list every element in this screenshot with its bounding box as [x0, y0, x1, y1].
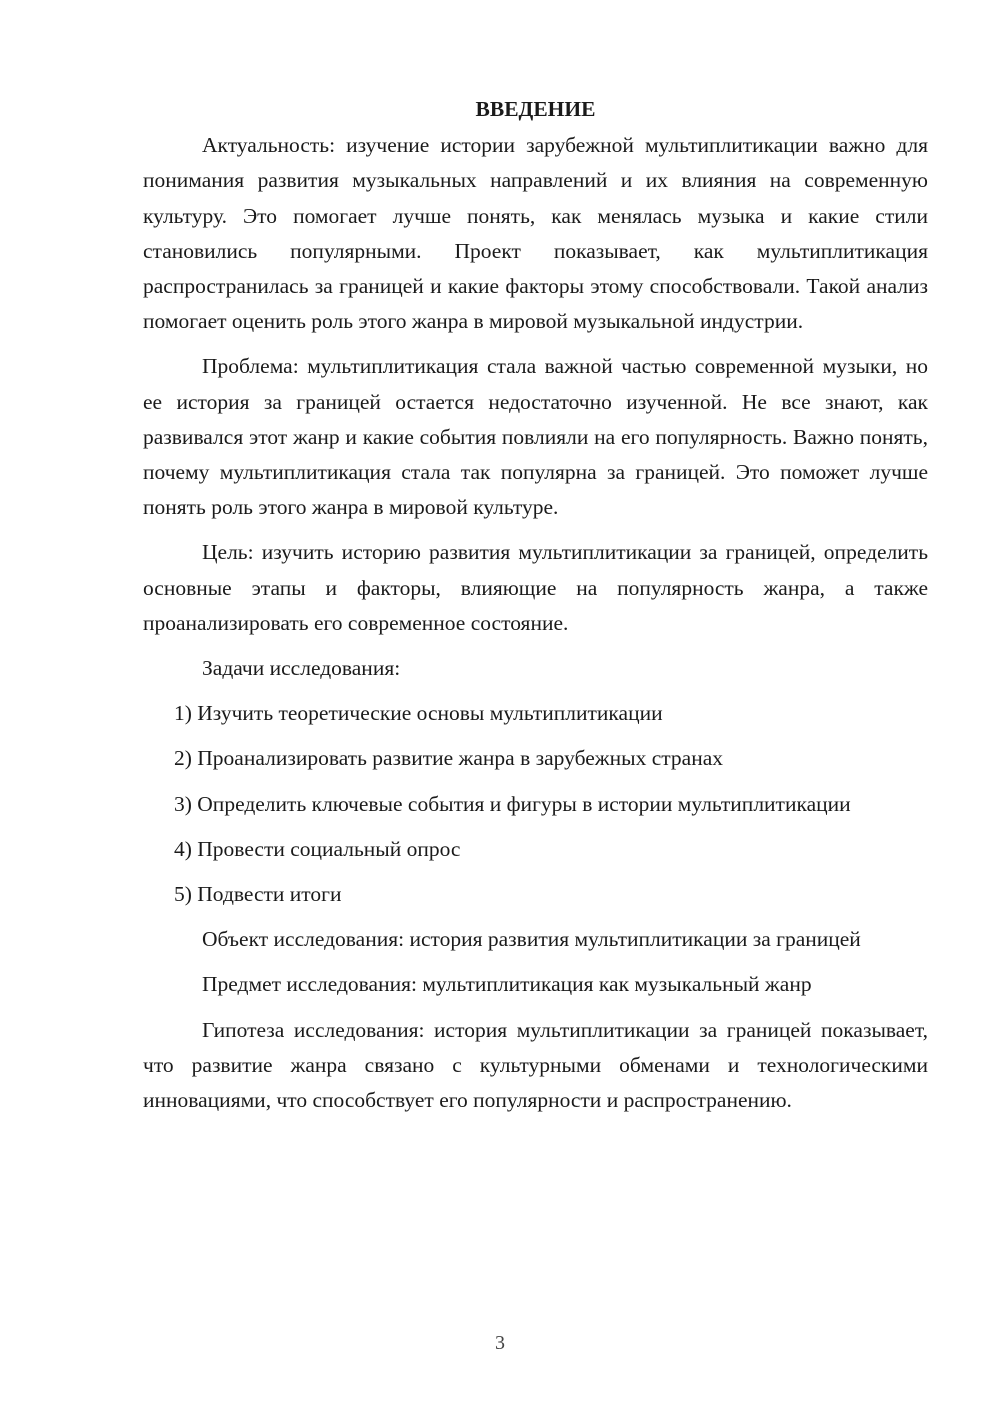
document-page — [143, 92, 928, 1128]
task-item-5: 5) Подвести итоги — [174, 882, 342, 907]
hypothesis-paragraph: Гипотеза исследования: история мультиплитикации за границей показывает, что развитие жанра связано с культурными обменами и технологическими инновациями, что способствует его популярности и распространению. — [143, 1017, 928, 1113]
task-item-2: 2) Проанализировать развитие жанра в зарубежных странах — [174, 746, 724, 771]
problem-paragraph: Проблема: мультиплитикация стала важной частью современной музыки, но ее история за границей остается недостаточно изученной. Не все знают, как развивался этот жанр и какие события повлияли на его популярность. Важно понять, почему мультиплитикация стала так популярна за границей. Это поможет лучше понять роль этого жанра в мировой культуре. — [143, 354, 928, 520]
section-title: ВВЕДЕНИЕ — [475, 97, 596, 121]
goal-paragraph: Цель: изучить историю развития мультиплитикации за границей, определить основные этапы и факторы, влияющие на популярность жанра, а также проанализировать его современное состояние. — [143, 540, 928, 635]
tasks-heading: Задачи исследования: — [202, 656, 401, 681]
page-number: 3 — [495, 1332, 505, 1354]
relevance-paragraph: Актуальность: изучение истории зарубежной мультиплитикации важно для понимания развития музыкальных направлений и их влияния на современную культуру. Это помогает лучше понять, как менялась музыка и какие стили становились популярными. Проект показывает, как мультиплитикация распространилась за границей и какие факторы этому способствовали. Такой анализ помогает оценить роль этого жанра в мировой музыкальной индустрии. — [143, 133, 928, 334]
task-item-4: 4) Провести социальный опрос — [174, 836, 461, 861]
object-paragraph: Объект исследования: история развития мультиплитикации за границей — [202, 927, 861, 952]
task-item-1: 1) Изучить теоретические основы мультиплитикации — [174, 701, 663, 726]
subject-paragraph: Предмет исследования: мультиплитикация как музыкальный жанр — [202, 972, 812, 997]
task-item-3: 3) Определить ключевые события и фигуры в истории мультиплитикации — [174, 791, 851, 816]
